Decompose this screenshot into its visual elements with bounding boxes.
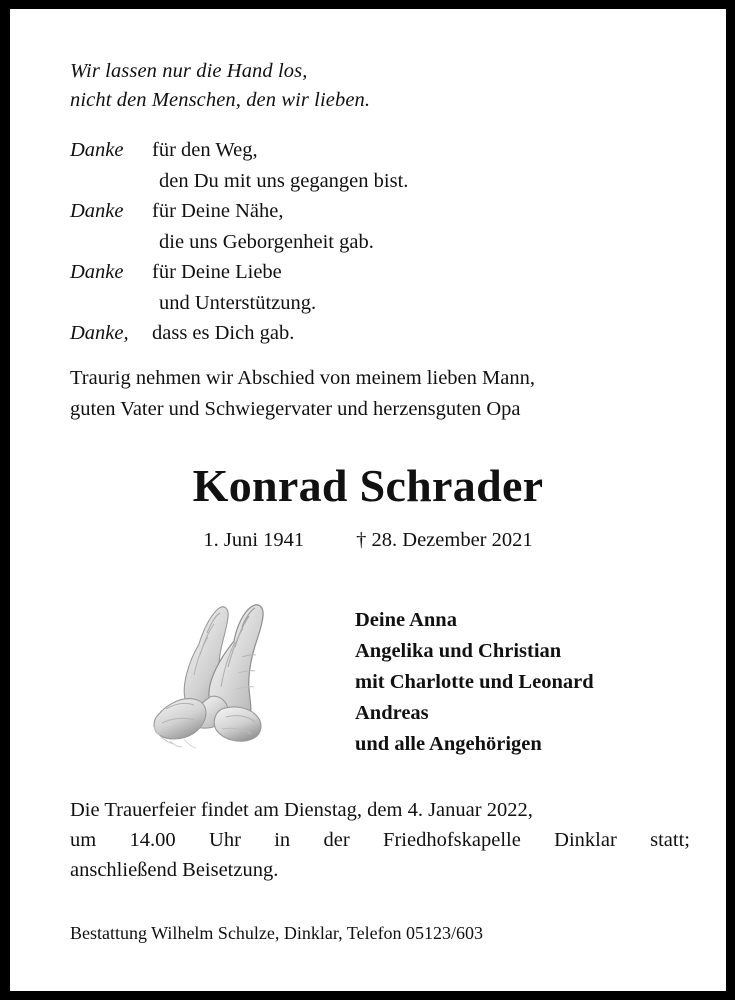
- verse-block: [70, 57, 670, 115]
- funeral-home-line: Bestattung Wilhelm Schulze, Dinklar, Telefon 05123/603: [70, 923, 484, 943]
- thanks-word: Danke: [70, 261, 124, 283]
- family-line: Deine Anna: [355, 609, 457, 631]
- service-line: anschließend Beisetzung.: [70, 859, 279, 881]
- obituary-card: [10, 9, 726, 991]
- thanks-word: Danke: [70, 200, 124, 222]
- deceased-dates: [10, 527, 726, 554]
- thanks-word: Danke,: [70, 322, 129, 344]
- thanks-continuation: den Du mit uns gegangen bist.: [159, 169, 409, 192]
- thanks-continuation: und Unterstützung.: [159, 291, 317, 314]
- thanks-continuation: die uns Geborgenheit gab.: [159, 230, 374, 253]
- announcement-line: Traurig nehmen wir Abschied von meinem lieben Mann,: [70, 367, 535, 389]
- thanks-text: für Deine Nähe,: [152, 200, 284, 222]
- thanks-stanza: [70, 135, 690, 196]
- thanks-row: [70, 135, 690, 166]
- thanks-stanza: [70, 196, 690, 257]
- family-line: und alle Angehörigen: [355, 733, 542, 755]
- announcement-block: [70, 363, 690, 425]
- service-block: [70, 795, 690, 885]
- praying-hands-icon: [138, 597, 318, 749]
- thanks-word: Danke: [70, 139, 124, 161]
- deceased-name: Konrad Schrader: [192, 460, 544, 511]
- verse-line: Wir lassen nur die Hand los,: [70, 60, 308, 82]
- death-date: † 28. Dezember 2021: [356, 529, 533, 551]
- family-line: Andreas: [355, 702, 429, 724]
- birth-date: 1. Juni 1941: [203, 529, 305, 551]
- announcement-line: guten Vater und Schwiegervater und herzensguten Opa: [70, 398, 521, 420]
- thanks-block: [70, 135, 690, 349]
- thanks-text: für den Weg,: [152, 139, 258, 161]
- thanks-row: [70, 257, 690, 288]
- thanks-row: [70, 196, 690, 227]
- service-line: um 14.00 Uhr in der Friedhofskapelle Dinklar statt;: [70, 829, 690, 851]
- verse-line: nicht den Menschen, den wir lieben.: [70, 89, 371, 111]
- thanks-stanza: [70, 318, 690, 349]
- family-line: mit Charlotte und Leonard: [355, 671, 594, 693]
- service-line: Die Trauerfeier findet am Dienstag, dem 4. Januar 2022,: [70, 799, 533, 821]
- family-block: [355, 605, 685, 760]
- thanks-text: dass es Dich gab.: [152, 322, 295, 344]
- family-line: Angelika und Christian: [355, 640, 562, 662]
- thanks-text: für Deine Liebe: [152, 261, 282, 283]
- thanks-row: [70, 318, 690, 349]
- thanks-stanza: [70, 257, 690, 318]
